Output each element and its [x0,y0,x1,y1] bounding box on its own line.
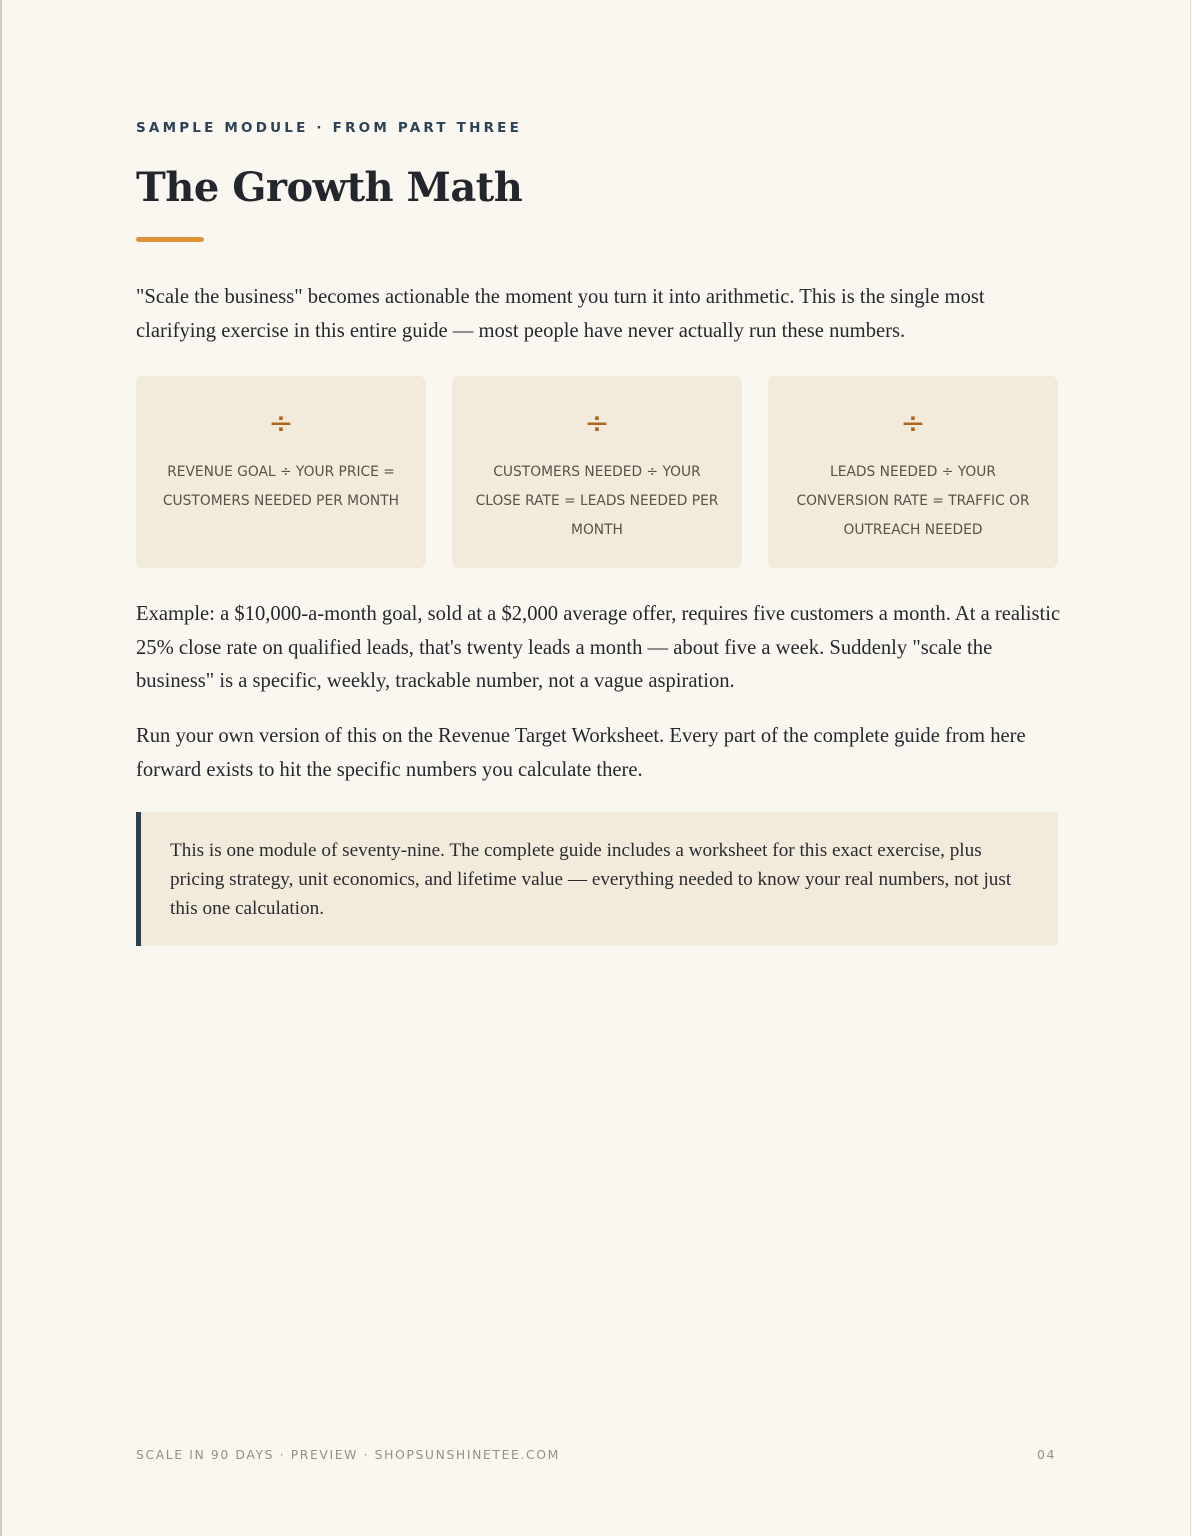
formula-card-revenue [136,376,426,568]
callout-text: This is one module of seventy-nine. The complete guide includes a worksheet for this exact exercise, plus pricing strategy, unit economics, and lifetime value — everything needed to know your real numbers, not just this one calculation. [170,840,1012,919]
formula-card-text: LEADS NEEDED ÷ YOUR CONVERSION RATE = TRAFFIC OR OUTREACH NEEDED [796,464,1030,538]
formula-cards [136,376,1058,568]
division-icon: ÷ [584,406,610,441]
title-underline [136,237,204,242]
section-eyebrow: SAMPLE MODULE · FROM PART THREE [136,120,523,136]
division-icon: ÷ [268,406,294,441]
formula-card-customers [452,376,742,568]
footer-title: SCALE IN 90 DAYS · PREVIEW · SHOPSUNSHINETEE.COM [136,1447,560,1462]
division-icon: ÷ [900,406,926,441]
page-title: The Growth Math [136,164,523,211]
page-number: 04 [1037,1447,1056,1462]
formula-card-leads [768,376,1058,568]
intro-paragraph: "Scale the business" becomes actionable the moment you turn it into arithmetic. This is the single most clarifying exercise in this entire guide — most people have never actually run these numbers. [136,286,985,342]
worksheet-paragraph: Run your own version of this on the Revenue Target Worksheet. Every part of the complete guide from here forward exists to hit the specific numbers you calculate there. [136,725,1026,781]
formula-card-text: REVENUE GOAL ÷ YOUR PRICE = CUSTOMERS NEEDED PER MONTH [162,464,400,509]
callout-box [136,812,1058,946]
formula-card-text: CUSTOMERS NEEDED ÷ YOUR CLOSE RATE = LEADS NEEDED PER MONTH [475,464,719,538]
example-paragraph: Example: a $10,000-a-month goal, sold at a $2,000 average offer, requires five customers a month. At a realistic 25% close rate on qualified leads, that's twenty leads a month — about five a week. Suddenly "scale the business" is a specific, weekly, trackable number, not a vague aspiration. [136,603,1061,692]
